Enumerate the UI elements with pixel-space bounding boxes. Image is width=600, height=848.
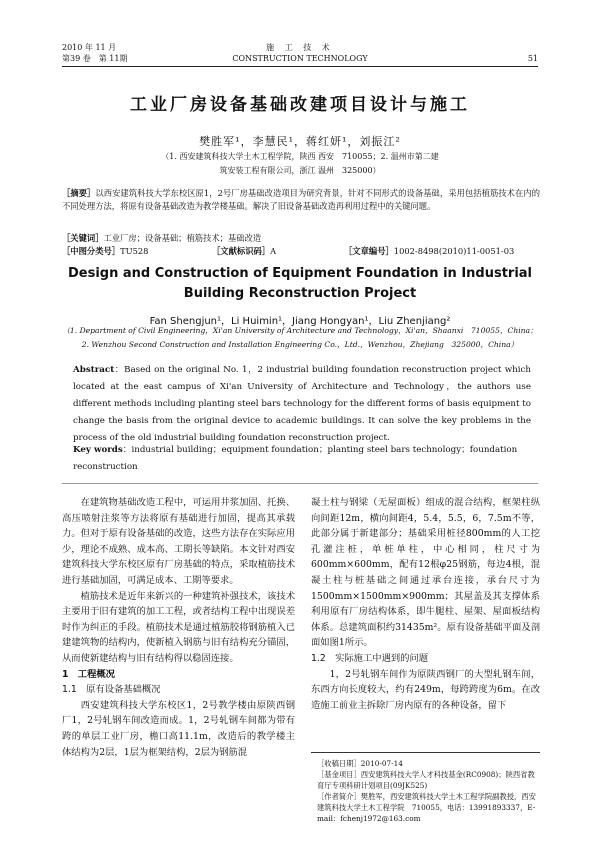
abstract-separator [62,483,538,484]
paragraph: 植筋技术是近年来新兴的一种建筑补强技术，该技术主要用于旧有建筑的加工工程，或者结构工程中出现误差时作为纠正的手段。植筋技术是通过植筋胶将钢筋植入已建建筑物的结构内，使新植入钢筋与旧有结构充分锚固，从而使新建结构与旧有结构得以稳固连接。 [62,590,295,664]
affiliation-en-line2: 2. Wenzhou Second Construction and Installation Engineering Co.，Ltd.，Wenzhou，Zhejiang 325000，China） [81,340,519,349]
title-en-line1: Design and Construction of Equipment Foundation in Industrial [67,266,533,281]
paragraph: 1，2号轧钢车间作为原陕西钢厂的大型轧钢车间，东西方向长度较大，约有249m，每跨跨度为6m。在改造施工前业主拆除厂房内原有的各种设备，留下 [311,668,540,711]
journal-name-en: CONSTRUCTION TECHNOLOGY [232,54,368,63]
title-en-line2: Building Reconstruction Project [183,286,417,301]
abstract-en-label: Abstract [73,365,115,375]
issue-date: 2010 年 11 月 [62,43,117,52]
article-footnote [311,752,540,824]
abstract-en-text: ：Based on the original No. 1，2 industrial building foundation reconstruction project which located at the east campus of Xi'an University of Architecture and Technology，the authors use different methods including planting steel bars technology for the different forms of basis equipment to change the basis from the original device to academic buildings. It can solve the key problems in the process of the old industrial building foundation reconstruction project. [73,365,531,443]
affiliation-en [0,324,600,352]
journal-name-zh: 施 工 技 术 [266,43,334,52]
article-title-en [0,264,600,304]
page-number: 51 [527,54,538,63]
keywords-en-label: Key words [73,445,123,455]
document-code: ［文献标识码］A [212,246,277,256]
subsection-heading: 1.2 实际施工中遇到的问题 [311,652,429,664]
author-bio: ［作者简介］樊胜军，西安建筑科技大学土木工程学院副教授，西安建筑科技大学土木工程学院 710055，电话：13991893337，E-mail：fchenj1972@163.com [317,792,536,823]
subsection-heading: 1.1 原有设备基础概况 [62,684,161,696]
authors-zh: 樊胜军¹，李慧民¹，蒋红妍¹，刘振江² [199,135,401,148]
abstract-zh-label: ［摘要］ [62,188,96,198]
keywords-zh [62,232,540,244]
abstract-zh [62,187,540,213]
paragraph: 在建筑物基础改造工程中，可运用井浆加固、托换、高压喷射注浆等方法将原有基础进行加固，提高其承载力。但对于原有设备基础的改造，这些方法存在实际应用少，理论不成熟、成本高、工期长等缺陷。本文针对西安建筑科技大学东校区原有厂房基础的特点，采取植筋技术进行基础加固，可满足成本、工期等要求。 [62,497,295,586]
keywords-en [73,442,531,476]
paragraph: 凝土柱与钢梁（无屋面板）组成的混合结构，框架柱纵向间距12m，横向间距4，5.4，5.5，6，7.5m不等，此部分属于新建部分；基础采用桩径800mm的人工挖孔灌注桩，单桩单柱，中心相同，柱尺寸为600mm×600mm，配有12根φ25钢筋，每边4根，混凝土柱与桩基础之间通过承台连接，承台尺寸为1500mm×1500mm×900mm；其屋盖及其支撑体系利用原有厂房结构体系，即牛腿柱、屋架、屋面板结构体系。总建筑面积约31435m²。原有设备基础平面及剖面如图1所示。 [311,497,540,649]
running-header-center [0,42,600,64]
section-heading: 1 工程概况 [62,668,115,680]
header-rule [62,66,538,67]
fund-project: ［基金项目］西安建筑科技大学人才科技基金(RC0908)；陕西省教育厅专项科研计划项目(09JK525) [317,770,535,790]
body-column-right [311,495,540,713]
abstract-zh-text: 以西安建筑科技大学东校区原1，2号厂房基础改造项目为研究背景，针对不同形式的设备基础，采用包括植筋技术在内的不同处理方法，将原有设备基础改造为教学楼基础。解决了旧设备基础改造再利用过程中的关键问题。 [62,188,540,211]
article-title-zh: 工业厂房设备基础改建项目设计与施工 [130,95,470,115]
article-number: ［文章编号］1002-8498(2010)11-0051-03 [344,246,515,256]
abstract-en [73,362,531,447]
clc-number: ［中图分类号］TU528 [62,246,149,256]
body-column-left [62,495,295,760]
volume-issue: 第39 卷 第 11期 [62,54,128,63]
keywords-en-text: ：industrial building；equipment foundation；planting steel bars technology；foundation reconstruction [73,445,518,472]
authors-en: Fan Shengjun¹，Li Huimin¹，Jiang Hongyan¹，Liu Zhenjiang² [149,316,451,327]
affiliation-en-line1: （1. Department of Civil Engineering，Xi'an University of Architecture and Technology，Xi'an，Shaanxi 710055，China； [62,326,538,335]
received-date: ［收稿日期］2010-07-14 [317,759,403,768]
affiliation-zh-line1: （1. 西安建筑科技大学土木工程学院，陕西 西安 710055；2. 温州市第二建 [161,152,439,161]
affiliation-zh-line2: 筑安装工程有限公司，浙江 温州 325000） [219,166,381,175]
keywords-zh-text: 工业厂房；设备基础；植筋技术；基础改造 [103,233,262,243]
affiliation-zh [0,150,600,178]
paragraph: 西安建筑科技大学东校区1，2号教学楼由原陕西钢厂1，2号轧钢车间改造而成。1，2号轧钢车间都为带有跨的单层工业厂房，檐口高11.1m，改造后的教学楼主体结构为2层，1层为框架结构，2层为钢筋混 [62,699,295,758]
keywords-zh-label: ［关键词］ [62,233,104,243]
